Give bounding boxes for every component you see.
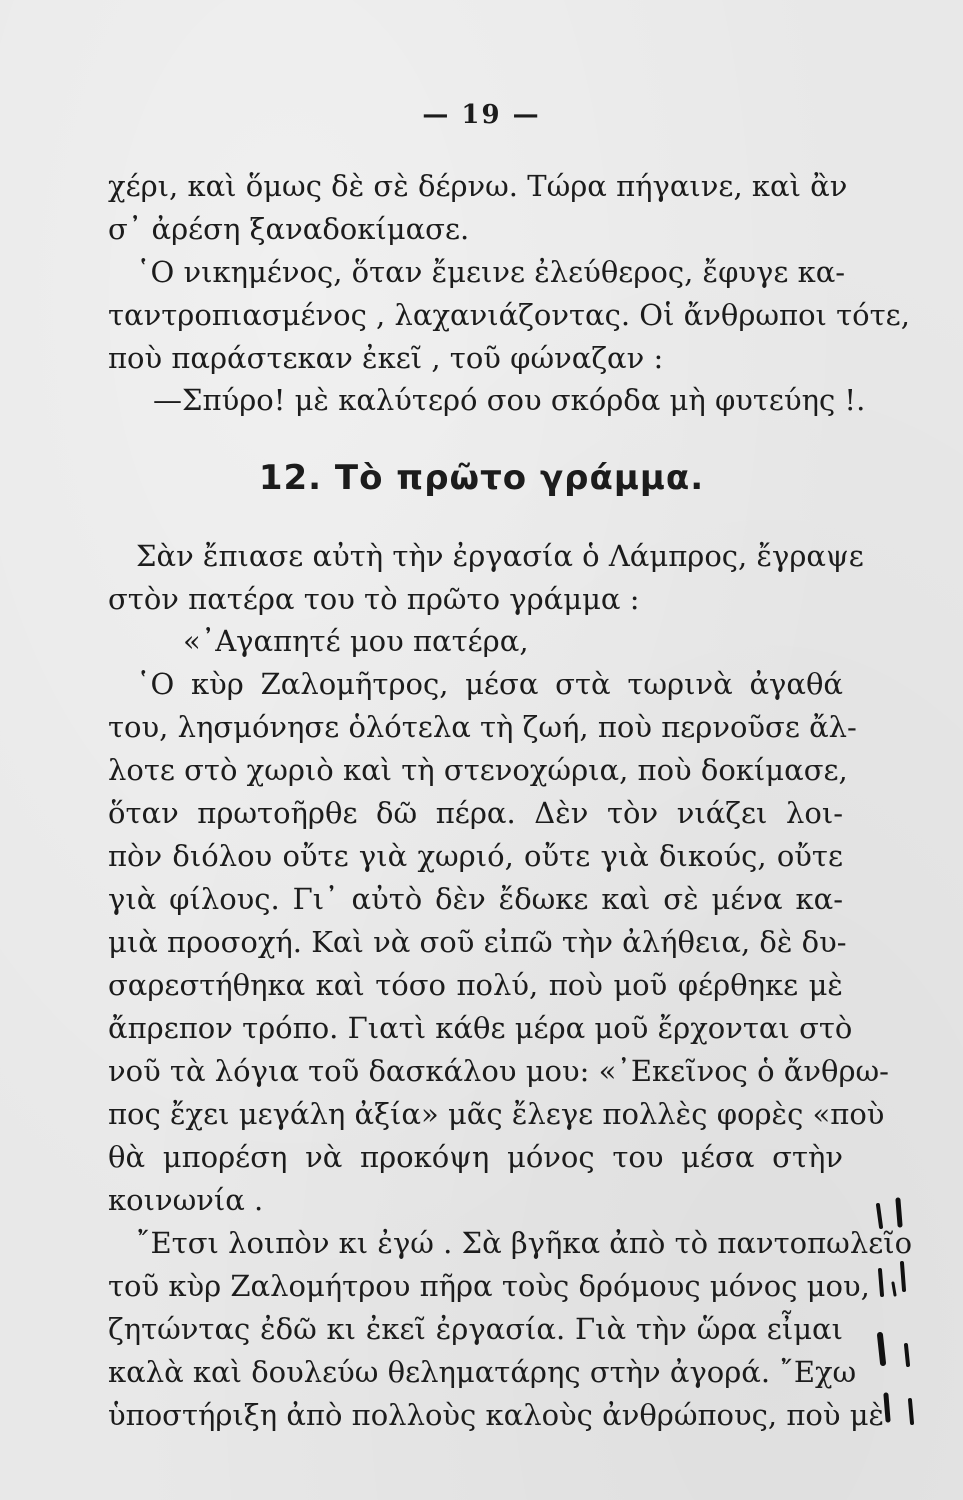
text-line: ταντροπιασμένος , λαχανιάζοντας. Οἱ ἄνθρωποι τότε, <box>108 298 910 332</box>
text-line: ἄπρεπον τρόπο. Γιατὶ κάθε μέρα μοῦ ἔρχονται στὸ <box>108 1011 853 1045</box>
text-line: χέρι, καὶ ὅμως δὲ σὲ δέρνω. Τώρα πήγαινε, καὶ ἂν <box>108 169 848 203</box>
text-line: ῾Ο κὺρ Ζαλομῆτρος, μέσα στὰ τωρινὰ ἀγαθά <box>136 667 843 701</box>
text-line: πὸν διόλου οὔτε γιὰ χωριό, οὔτε γιὰ δικούς, οὔτε <box>108 839 843 873</box>
text-line: ὑποστήριξη ἀπὸ πολλοὺς καλοὺς ἀνθρώπους, ποὺ μὲ <box>108 1398 885 1432</box>
text-line: —Σπύρο! μὲ καλύτερό σου σκόρδα μὴ φυτεύης !. <box>153 383 866 417</box>
text-line: Σὰν ἔπιασε αὐτὴ τὴν ἐργασία ὁ Λάμπρος, ἔγραψε <box>136 539 864 573</box>
text-line: θὰ μπορέση νὰ προκόψη μόνος του μέσα στὴν <box>108 1140 843 1174</box>
text-line: ζητώντας ἐδῶ κι ἐκεῖ ἐργασία. Γιὰ τὴν ὥρα εἶμαι <box>108 1312 843 1346</box>
text-line: ὅταν πρωτοῆρθε δῶ πέρα. Δὲν τὸν νιάζει λοι- <box>108 796 843 830</box>
text-line: κοινωνία . <box>108 1183 264 1217</box>
text-line: σαρεστήθηκα καὶ τόσο πολύ, ποὺ μοῦ φέρθηκε μὲ <box>108 968 843 1002</box>
text-line: πος ἔχει μεγάλη ἀξία» μᾶς ἔλεγε πολλὲς φορὲς «ποὺ <box>108 1097 885 1131</box>
text-line: ῎Ετσι λοιπὸν κι ἐγώ . Σὰ βγῆκα ἀπὸ τὸ παντοπωλεῖο <box>136 1226 913 1260</box>
text-line: γιὰ φίλους. Γι᾽ αὐτὸ δὲν ἔδωκε καὶ σὲ μένα κα- <box>108 882 843 916</box>
text-line: ῾Ο νικημένος, ὅταν ἔμεινε ἐλεύθερος, ἔφυγε κα- <box>136 255 846 289</box>
text-line: ποὺ παράστεκαν ἐκεῖ , τοῦ φώναζαν : <box>108 341 664 375</box>
text-line: λοτε στὸ χωριὸ καὶ τὴ στενοχώρια, ποὺ δοκίμασε, <box>108 753 848 787</box>
text-line: σ᾽ ἀρέση ξαναδοκίμασε. <box>108 212 470 246</box>
text-line: «᾽Αγαπητέ μου πατέρα, <box>183 624 529 658</box>
text-line: μιὰ προσοχή. Καὶ νὰ σοῦ εἰπῶ τὴν ἀλήθεια, δὲ δυ- <box>108 925 847 959</box>
text-line: τοῦ κὺρ Ζαλομήτρου πῆρα τοὺς δρόμους μόνος μου, <box>108 1269 870 1303</box>
page-number: — 19 — <box>422 100 541 130</box>
text-line: του, λησμόνησε ὁλότελα τὴ ζωή, ποὺ περνοῦσε ἄλ- <box>108 710 857 744</box>
margin-marks <box>868 1195 938 1445</box>
text-line: στὸν πατέρα του τὸ πρῶτο γράμμα : <box>108 582 640 616</box>
text-line: νοῦ τὰ λόγια τοῦ δασκάλου μου: «᾽Εκεῖνος ὁ ἄνθρω- <box>108 1054 889 1088</box>
section-heading: 12. Τὸ πρῶτο γράμμα. <box>258 458 705 498</box>
text-line: καλὰ καὶ δουλεύω θεληματάρης στὴν ἀγορά. ῎Εχω <box>108 1355 857 1389</box>
